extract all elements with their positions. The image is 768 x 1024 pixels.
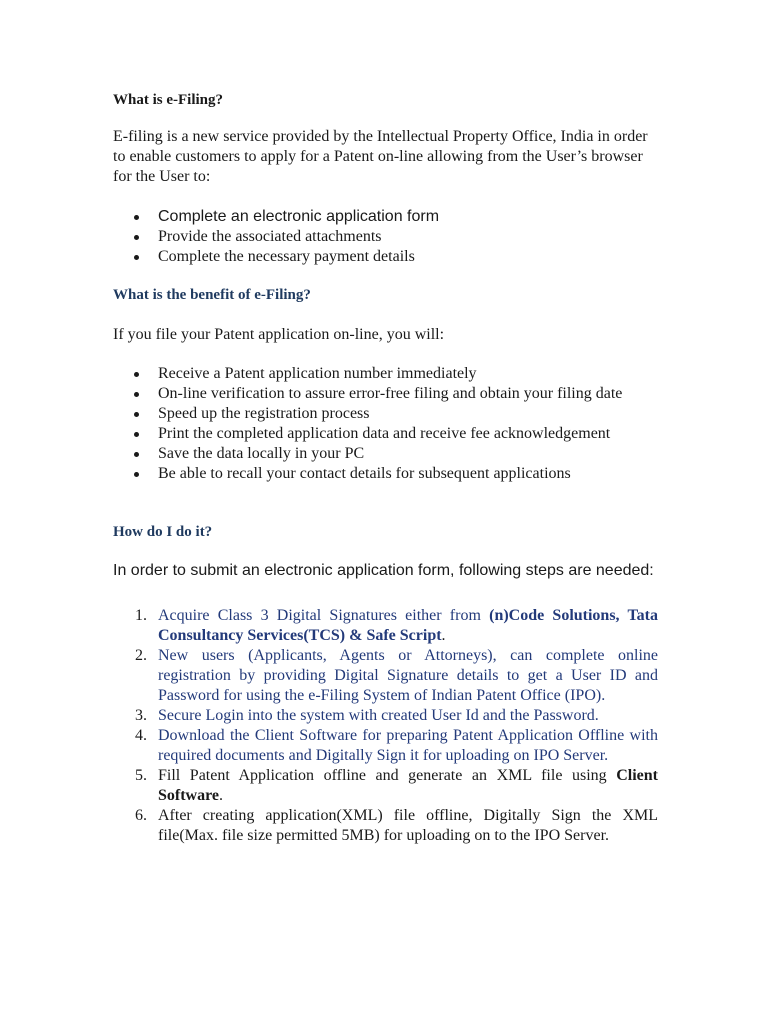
steps-intro-paragraph: In order to submit an electronic application form, following steps are needed:: [113, 562, 654, 579]
step-number: 1.: [135, 607, 147, 624]
bullet-icon: [134, 392, 139, 397]
step-number: 3.: [135, 707, 147, 724]
list-item: Complete an electronic application form: [113, 207, 658, 227]
step-number: 5.: [135, 767, 147, 784]
step-item: 2. New users (Applicants, Agents or Attorneys), can complete online registration by providing Digital Signature details to get a User ID and Password for using the e-Filing System of Indian Patent Office (IPO).: [135, 647, 658, 704]
list-item: Speed up the registration process: [113, 404, 658, 424]
step-item: 3. Secure Login into the system with created User Id and the Password.: [135, 707, 599, 724]
list-item: Save the data locally in your PC: [113, 444, 658, 464]
efiling-features-list: [113, 207, 658, 267]
heading-benefits: What is the benefit of e-Filing?: [113, 287, 311, 303]
bullet-icon: [134, 372, 139, 377]
benefits-paragraph: If you file your Patent application on-line, you will:: [113, 326, 445, 343]
bullet-icon: [134, 255, 139, 260]
benefits-list: [113, 364, 658, 484]
intro-paragraph: E-filing is a new service provided by the Intellectual Property Office, India in order to enable customers to apply for a Patent on-line allowing from the User’s browser for the User to:: [113, 128, 648, 185]
step-item: 6. After creating application(XML) file offline, Digitally Sign the XML file(Max. file size permitted 5MB) for uploading on to the IPO Server.: [135, 807, 658, 844]
bullet-icon: [134, 235, 139, 240]
heading-how-to: How do I do it?: [113, 524, 213, 540]
bullet-icon: [134, 432, 139, 437]
bullet-icon: [134, 412, 139, 417]
step-item: 1. Acquire Class 3 Digital Signatures either from (n)Code Solutions, Tata Consultancy Services(TCS) & Safe Script.: [135, 607, 658, 644]
list-item: Complete the necessary payment details: [113, 247, 658, 267]
step-number: 2.: [135, 647, 147, 664]
step-number: 4.: [135, 727, 147, 744]
heading-what-is-efiling: What is e-Filing?: [113, 92, 224, 108]
step-item: 5. Fill Patent Application offline and generate an XML file using Client Software.: [135, 767, 658, 804]
bullet-icon: [134, 472, 139, 477]
list-item: Print the completed application data and receive fee acknowledgement: [113, 424, 658, 444]
steps-list: [113, 606, 658, 846]
list-item: Provide the associated attachments: [113, 227, 658, 247]
bullet-icon: [134, 215, 139, 220]
step-item: 4. Download the Client Software for preparing Patent Application Offline with required documents and Digitally Sign it for uploading on IPO Server.: [135, 727, 658, 764]
list-item: On-line verification to assure error-free filing and obtain your filing date: [113, 384, 658, 404]
step-number: 6.: [135, 807, 147, 824]
bullet-icon: [134, 452, 139, 457]
list-item: Receive a Patent application number immediately: [113, 364, 658, 384]
list-item: Be able to recall your contact details for subsequent applications: [113, 464, 658, 484]
